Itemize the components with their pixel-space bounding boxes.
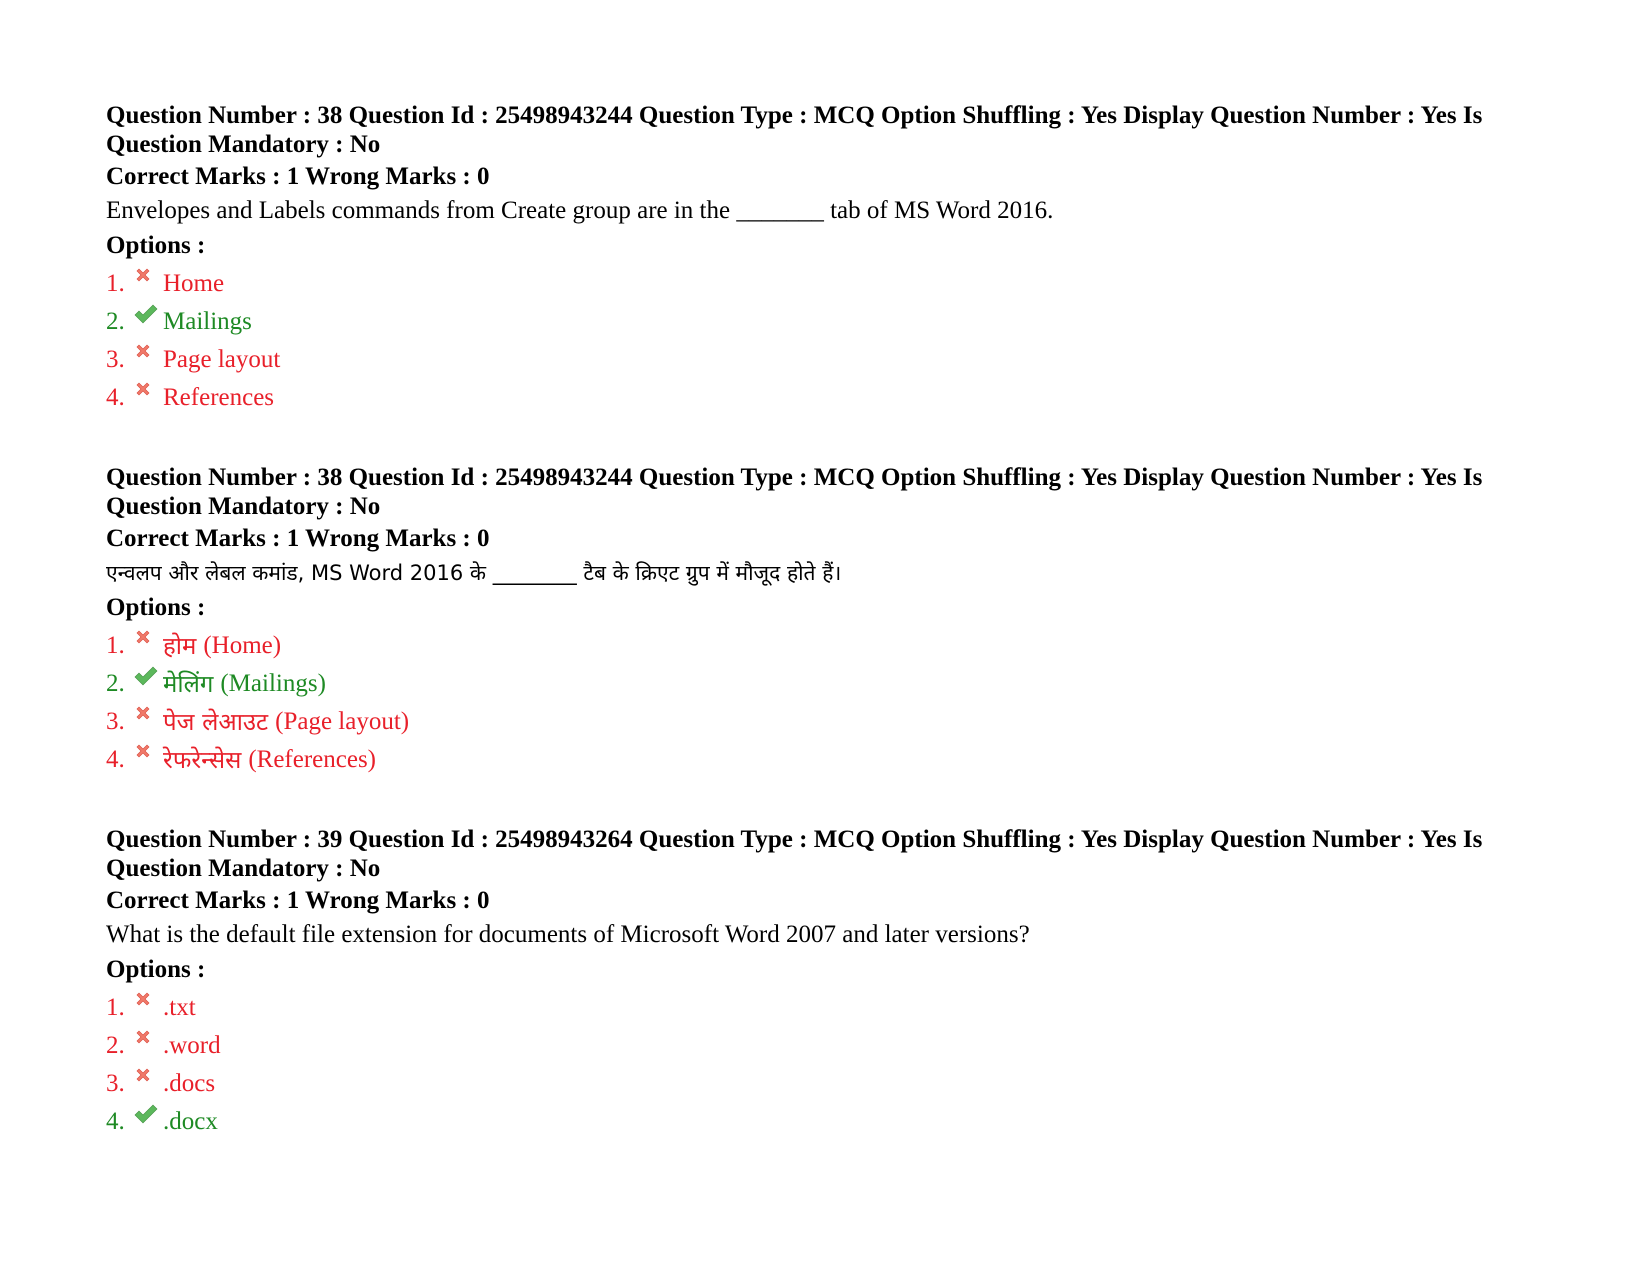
option-hindi-label: पेज लेआउट xyxy=(163,708,269,736)
options-label: Options : xyxy=(106,232,206,259)
option-number: 1. xyxy=(106,270,125,297)
option-number: 2. xyxy=(106,670,125,697)
check-icon xyxy=(133,1103,163,1129)
option-label: .word xyxy=(163,1032,221,1059)
question-text: एन्वलप और लेबल कमांड, MS Word 2016 के ________ टैब के क्रिएट ग्रुप में मौजूद होते हैं। xyxy=(106,561,842,585)
option-label: (Page layout) xyxy=(275,708,410,735)
question-block xyxy=(106,463,1546,775)
option-hindi-label: रेफरेन्सेस xyxy=(163,746,242,774)
check-icon xyxy=(133,303,163,329)
option-item xyxy=(106,993,1546,1023)
question-marks: Correct Marks : 1 Wrong Marks : 0 xyxy=(106,525,490,552)
option-label: Home xyxy=(163,270,225,297)
options-list xyxy=(106,631,1546,775)
check-icon xyxy=(133,665,163,691)
option-number: 2. xyxy=(106,308,125,335)
option-item xyxy=(106,345,1546,375)
option-label: .docx xyxy=(163,1108,218,1135)
question-marks: Correct Marks : 1 Wrong Marks : 0 xyxy=(106,163,490,190)
option-item xyxy=(106,1031,1546,1061)
options-label: Options : xyxy=(106,594,206,621)
cross-icon xyxy=(133,265,163,291)
option-label: Mailings xyxy=(163,308,252,335)
cross-icon xyxy=(133,741,163,767)
option-item xyxy=(106,631,1546,661)
option-label: (Home) xyxy=(203,632,282,659)
option-number: 4. xyxy=(106,384,125,411)
question-marks: Correct Marks : 1 Wrong Marks : 0 xyxy=(106,887,490,914)
option-item xyxy=(106,1069,1546,1099)
option-number: 3. xyxy=(106,1070,125,1097)
question-block xyxy=(106,101,1546,413)
option-number: 2. xyxy=(106,1032,125,1059)
options-list xyxy=(106,269,1546,413)
question-paper xyxy=(106,101,1546,1187)
option-item xyxy=(106,383,1546,413)
option-number: 1. xyxy=(106,994,125,1021)
option-item xyxy=(106,745,1546,775)
option-number: 4. xyxy=(106,1108,125,1135)
option-item xyxy=(106,707,1546,737)
option-number: 3. xyxy=(106,346,125,373)
option-label: (Mailings) xyxy=(220,670,326,697)
question-block xyxy=(106,825,1546,1137)
question-meta: Question Number : 39 Question Id : 25498943264 Question Type : MCQ Option Shuffling : Yes Display Question Number : Yes Is Question Mandatory : No xyxy=(106,826,1483,882)
cross-icon xyxy=(133,1027,163,1053)
options-label: Options : xyxy=(106,956,206,983)
option-label: References xyxy=(163,384,275,411)
option-label: Page layout xyxy=(163,346,281,373)
option-number: 3. xyxy=(106,708,125,735)
question-meta: Question Number : 38 Question Id : 25498943244 Question Type : MCQ Option Shuffling : Yes Display Question Number : Yes Is Question Mandatory : No xyxy=(106,102,1483,158)
cross-icon xyxy=(133,1065,163,1091)
option-item xyxy=(106,269,1546,299)
question-text: What is the default file extension for documents of Microsoft Word 2007 and later versions? xyxy=(106,921,1030,948)
option-item xyxy=(106,669,1546,699)
question-text: Envelopes and Labels commands from Create group are in the _______ tab of MS Word 2016. xyxy=(106,197,1054,224)
option-hindi-label: होम xyxy=(163,632,197,660)
option-label: (References) xyxy=(248,746,376,773)
option-item xyxy=(106,307,1546,337)
cross-icon xyxy=(133,989,163,1015)
options-list xyxy=(106,993,1546,1137)
cross-icon xyxy=(133,703,163,729)
option-number: 1. xyxy=(106,632,125,659)
cross-icon xyxy=(133,341,163,367)
option-item xyxy=(106,1107,1546,1137)
option-number: 4. xyxy=(106,746,125,773)
option-label: .docs xyxy=(163,1070,216,1097)
question-meta: Question Number : 38 Question Id : 25498943244 Question Type : MCQ Option Shuffling : Yes Display Question Number : Yes Is Question Mandatory : No xyxy=(106,464,1483,520)
option-label: .txt xyxy=(163,994,196,1021)
cross-icon xyxy=(133,627,163,653)
option-hindi-label: मेलिंग xyxy=(163,670,214,698)
cross-icon xyxy=(133,379,163,405)
